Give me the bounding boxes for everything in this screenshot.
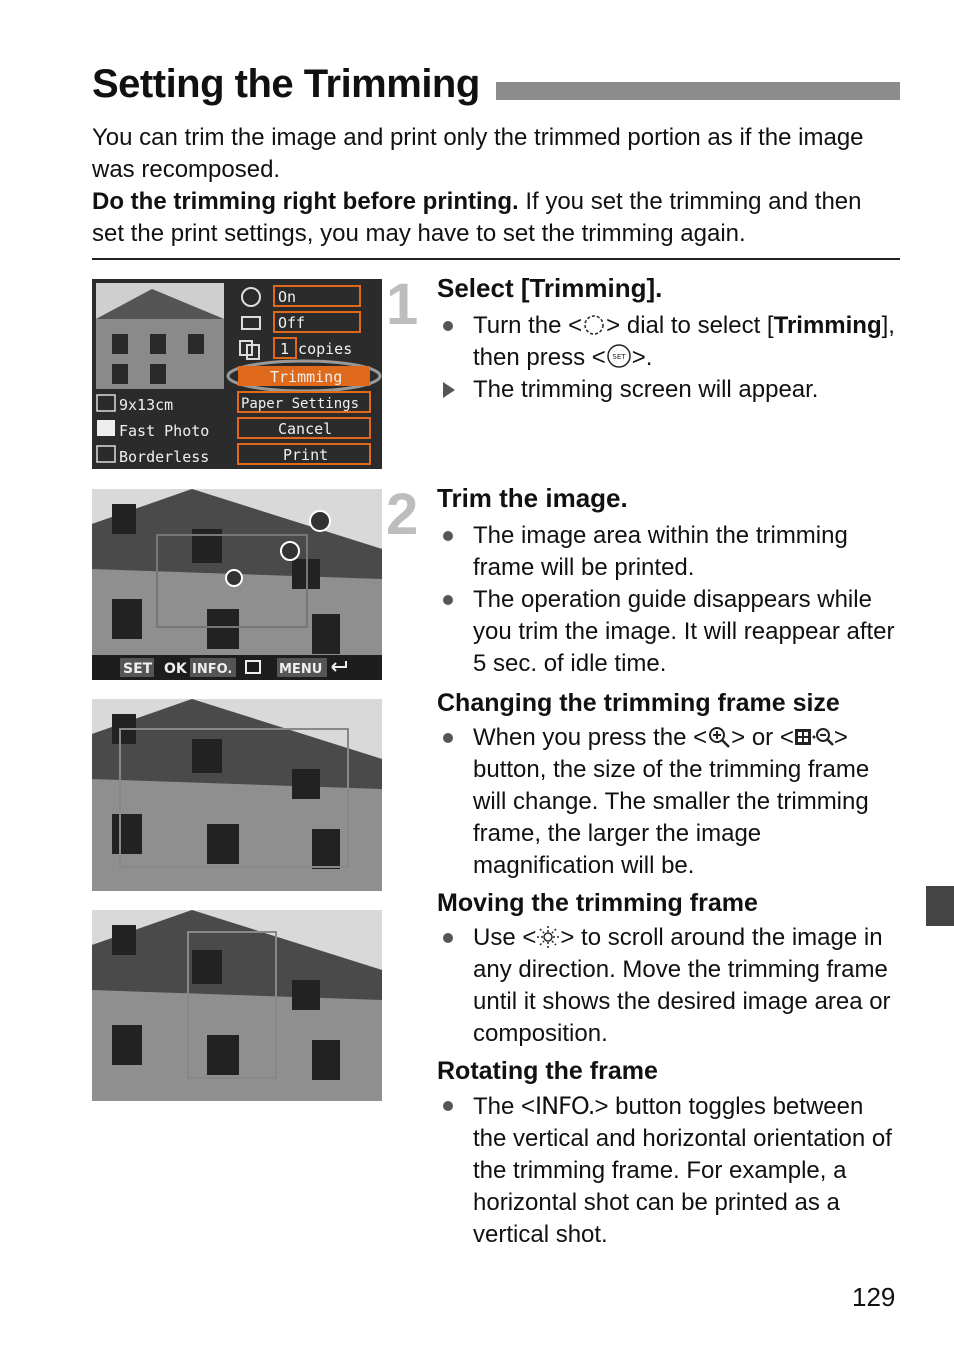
intro-bold: Do the trimming right before printing. [92,188,519,215]
section-divider [92,258,900,260]
menu-paper-settings-label: Paper Settings [241,396,360,412]
arrow-right-icon [443,382,455,398]
frame-size-bullet: When you press the < > or < > button, the size of the trimming frame will change. The smaller the trimming frame, the larger the image magnification will be. [437,722,899,882]
intro-rest: If you set the trimming and then set the print settings, you may have to set the trimming again. [92,188,862,247]
step-1-body [437,310,899,406]
index-reduce-icon [794,725,834,749]
step-2-bullet-1: The image area within the trimming frame will be printed. [437,520,899,584]
lcd-frame-size-screenshot [92,699,382,891]
move-frame-section [437,886,899,1050]
frame-size-heading: Changing the trimming frame size [437,689,840,717]
rotate-frame-section [437,1054,899,1251]
bullet-icon [443,933,453,943]
reduce-guide-icon [281,542,299,560]
move-guide-icon [226,570,242,586]
rotate-frame-heading: Rotating the frame [437,1057,658,1085]
step-1-number: 1 [386,272,419,337]
menu-on-label: On [278,288,297,306]
menu-trimming-label: Trimming [270,368,343,386]
thumbnail-image [96,283,224,389]
info-paper-size: 9x13cm [119,396,174,414]
quick-control-dial-icon [582,313,606,337]
rotate-frame-bullet: The <INFO.> button toggles between the vertical and horizontal orientation of the trimming frame. For example, a horizontal shot can be printed as a vertical shot. [437,1090,899,1251]
svg-text:SET: SET [612,353,626,361]
magnify-guide-icon [310,511,330,531]
bullet-icon [443,1101,453,1111]
title-decor-bar [496,82,900,100]
guide-menu: MENU [279,662,323,677]
step-1-bullet-1: Turn the < > dial to select [Trimming], then press < SET >. [437,310,899,374]
intro-line-2 [92,186,900,250]
menu-cancel-label: Cancel [278,420,333,438]
lcd-frame-rotate-screenshot [92,910,382,1101]
intro-line-1: You can trim the image and print only the trimmed portion as if the image was recomposed. [92,124,864,183]
set-button-icon [606,343,632,369]
intro-text [92,122,900,250]
guide-ok: OK [164,661,187,677]
menu-off-label: Off [278,314,306,332]
magnify-icon [707,725,731,749]
step-2-body [437,520,899,680]
info-layout: Borderless [119,448,210,466]
step-2-number: 2 [386,482,419,547]
move-frame-bullet: Use < > to scroll around the image in any direction. Move the trimming frame until it shows the desired image area or composition. [437,922,899,1050]
guide-info: INFO. [192,662,233,677]
lcd-trimming-screenshot [92,489,382,680]
page-number: 129 [852,1282,896,1312]
menu-print-label: Print [283,446,329,464]
info-button-label: INFO. [535,1092,595,1120]
bullet-icon [443,595,453,605]
page-title: Setting the Trimming [92,62,480,106]
step-2-title: Trim the image. [437,483,628,513]
chapter-thumb-tab [926,886,954,926]
guide-set: SET [123,661,153,677]
paper-type-icon [97,420,115,436]
bullet-icon [443,531,453,541]
info-paper-type: Fast Photo [119,422,210,440]
lcd-print-menu-screenshot [92,279,382,469]
multi-controller-icon [536,925,560,949]
menu-copies-label: 1 copies [280,340,353,358]
frame-size-section [437,686,899,882]
move-frame-heading: Moving the trimming frame [437,889,758,917]
step-1-result: The trimming screen will appear. [437,374,899,406]
bullet-icon [443,733,453,743]
bullet-icon [443,321,453,331]
step-1-title: Select [Trimming]. [437,273,663,303]
step-2-bullet-2: The operation guide disappears while you trim the image. It will reappear after 5 sec. of idle time. [437,584,899,680]
